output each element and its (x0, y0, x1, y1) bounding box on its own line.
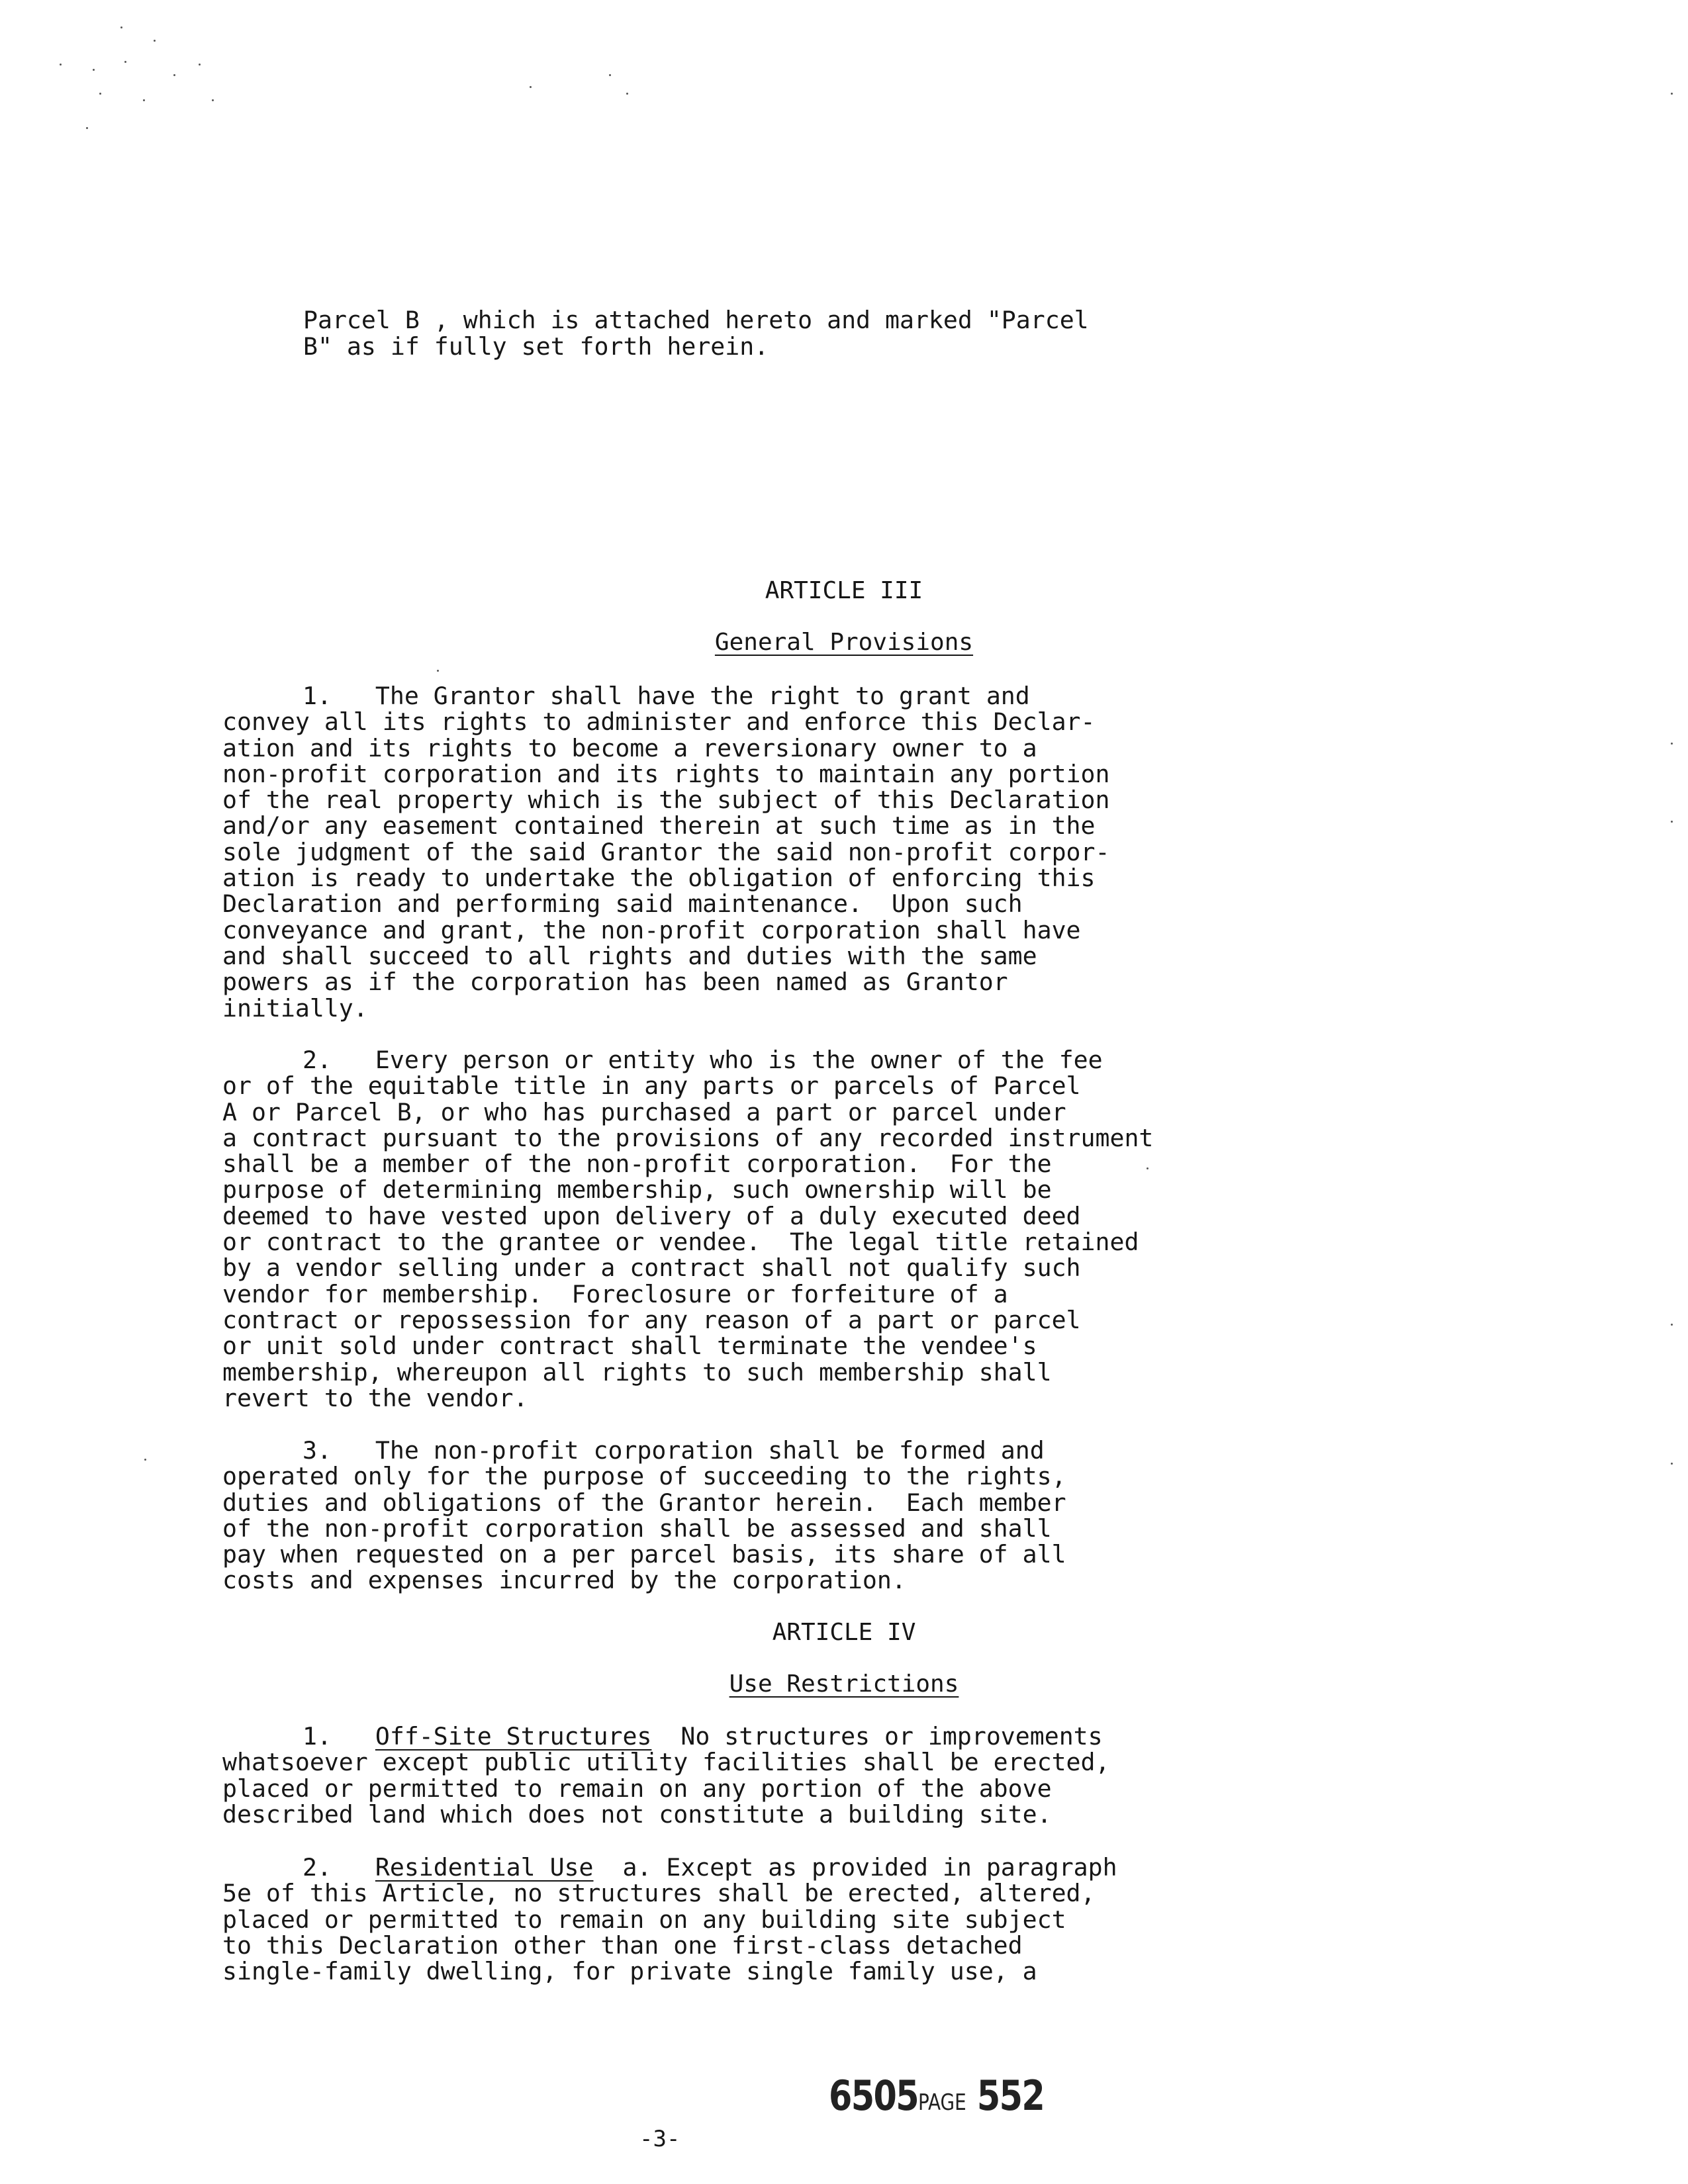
paragraph-line: a contract pursuant to the provisions of any recorded instrument (222, 1123, 1154, 1152)
paragraph-line: 1. The Grantor shall have the right to grant and (303, 682, 1030, 710)
intro-text (303, 307, 1089, 360)
article-3-subheading (0, 629, 1688, 656)
paragraph-line: Declaration and performing said maintenance. Upon such (222, 889, 1023, 919)
paragraph-line: or unit sold under contract shall terminate the vendee's (222, 1332, 1037, 1361)
paragraph-line: costs and expenses incurred by the corporation. (222, 1566, 906, 1595)
paragraph-line: purpose of determining membership, such ownership will be (222, 1175, 1052, 1205)
recording-stamp (829, 2071, 1044, 2120)
paragraph-line: revert to the vendor. (222, 1383, 528, 1412)
paragraph-line: or of the equitable title in any parts or parcels of Parcel (222, 1071, 1081, 1101)
page-label: PAGE (917, 2089, 966, 2116)
intro-line: Parcel B , which is attached hereto and marked "Parcel (303, 306, 1089, 334)
paragraph-line (222, 1723, 1109, 1749)
paragraph-line: or contract to the grantee or vendee. The legal title retained (222, 1228, 1139, 1257)
article-4-paragraph-2 (222, 1854, 1117, 1984)
paragraph-line: powers as if the corporation has been named as Grantor (222, 968, 1008, 997)
paragraph-line: vendor for membership. Foreclosure or forfeiture of a (222, 1279, 1008, 1308)
paragraph-line: 5e of this Article, no structures shall be erected, altered, (222, 1879, 1096, 1908)
intro-line: B" as if fully set forth herein. (303, 332, 769, 361)
paragraph-number: 1. (303, 1722, 375, 1751)
paragraph-line: conveyance and grant, the non-profit corporation shall have (222, 915, 1081, 944)
paragraph-text: a. Except as provided in paragraph (593, 1853, 1117, 1882)
paragraph-line: ation and its rights to become a reversionary owner to a (222, 733, 1037, 762)
recorded-page-number: 552 (976, 2071, 1045, 2120)
paragraph-line: deemed to have vested upon delivery of a duly executed deed (222, 1201, 1081, 1230)
paragraph-number: 2. (303, 1853, 375, 1882)
article-3-paragraph-2 (222, 1047, 1153, 1411)
paragraph-line: placed or permitted to remain on any building site subject (222, 1905, 1066, 1934)
paragraph-line: 3. The non-profit corporation shall be formed and (303, 1436, 1045, 1465)
paragraph-line: described land which does not constitute a building site. (222, 1799, 1052, 1829)
paragraph-line: single-family dwelling, for private single family use, a (222, 1957, 1037, 1986)
book-number: 6505 (829, 2071, 918, 2120)
article-3-title: ARTICLE III (765, 577, 923, 604)
paragraph-line (222, 1854, 1117, 1880)
article-4-subtitle: Use Restrictions (729, 1670, 959, 1698)
paragraph-line: 2. Every person or entity who is the owner of the fee (303, 1046, 1103, 1074)
article-3-heading (0, 577, 1688, 604)
paragraph-line: sole judgment of the said Grantor the said non-profit corpor- (222, 837, 1110, 866)
paragraph-line: pay when requested on a per parcel basis, its share of all (222, 1540, 1066, 1569)
paragraph-line: to this Declaration other than one first-class detached (222, 1931, 1023, 1960)
paragraph-line: membership, whereupon all rights to such membership shall (222, 1357, 1052, 1387)
paragraph-text: No structures or improvements (651, 1722, 1103, 1751)
paragraph-line: whatsoever except public utility facilities shall be erected, (222, 1748, 1110, 1777)
paragraph-line: and shall succeed to all rights and duties with the same (222, 941, 1037, 970)
article-3-paragraph-3 (222, 1437, 1066, 1594)
section-title-residential-use: Residential Use (375, 1853, 594, 1882)
paragraph-line: operated only for the purpose of succeeding to the rights, (222, 1462, 1066, 1491)
article-3-subtitle: General Provisions (714, 629, 974, 656)
article-3-paragraph-1 (222, 683, 1109, 1021)
paragraph-line: A or Parcel B, or who has purchased a part or parcel under (222, 1097, 1066, 1126)
paragraph-line: non-profit corporation and its rights to maintain any portion (222, 759, 1110, 788)
paragraph-line: and/or any easement contained therein at such time as in the (222, 811, 1096, 841)
paragraph-line: shall be a member of the non-profit corporation. For the (222, 1150, 1052, 1179)
page-folio: -3- (639, 2126, 680, 2152)
paragraph-line: contract or repossession for any reason of a part or parcel (222, 1305, 1081, 1334)
paragraph-line: of the non-profit corporation shall be assessed and shall (222, 1514, 1052, 1543)
article-4-title: ARTICLE IV (772, 1619, 916, 1646)
section-title-off-site-structures: Off-Site Structures (375, 1722, 652, 1751)
paragraph-line: convey all its rights to administer and enforce this Declar- (222, 707, 1096, 737)
article-4-heading (0, 1619, 1688, 1646)
paragraph-line: ation is ready to undertake the obligation of enforcing this (222, 864, 1096, 893)
article-4-paragraph-1 (222, 1723, 1109, 1827)
paragraph-line: by a vendor selling under a contract shall not qualify such (222, 1253, 1081, 1283)
paragraph-line: initially. (222, 993, 368, 1023)
paragraph-line: of the real property which is the subject of this Declaration (222, 786, 1110, 815)
article-4-subheading (0, 1670, 1688, 1698)
paragraph-line: duties and obligations of the Grantor herein. Each member (222, 1488, 1066, 1517)
paragraph-line: placed or permitted to remain on any portion of the above (222, 1774, 1052, 1803)
